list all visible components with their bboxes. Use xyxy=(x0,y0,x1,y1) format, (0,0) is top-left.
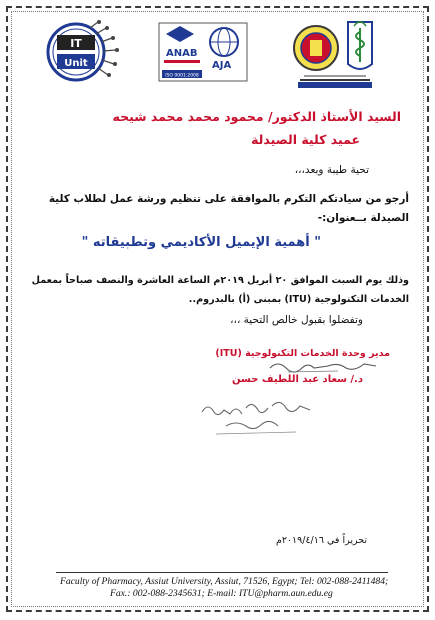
dean-approval-handwriting xyxy=(196,392,316,438)
footer-contact: Fax.: 002-088-2345631; E-mail: ITU@pharm.aun.edu.eg xyxy=(110,588,333,599)
issue-date: تحريراً في ٢٠١٩/٤/١٦م xyxy=(275,535,367,546)
page-inner-border xyxy=(11,11,424,607)
signatory-name: د./ سعاد عبد اللطيف حسن xyxy=(232,374,363,385)
university-pharmacy-logo xyxy=(290,14,380,94)
signatory-handwritten-signature xyxy=(268,356,378,376)
signatory-title: مدير وحدة الخدمات التكنولوجية (ITU) xyxy=(215,348,390,359)
footer-address: Faculty of Pharmacy, Assiut University, Assiut, 71526, Egypt; Tel: 002-088-2411484; xyxy=(60,576,389,587)
svg-text:AJA: AJA xyxy=(212,60,232,71)
greeting: تحية طيبة وبعد،،، xyxy=(294,164,369,176)
schedule-line-2: الخدمات التكنولوجية (ITU) بمبنى (أ) بالبدروم.. xyxy=(188,294,409,305)
svg-text:ANAB: ANAB xyxy=(166,48,198,59)
addressee-line: السيد الأستاذ الدكتور/ محمود محمد محمد شيحه xyxy=(112,109,401,124)
closing-line: وتفضلوا بقبول خالص التحية ،،، xyxy=(230,314,363,326)
footer-divider xyxy=(56,572,388,573)
dean-title: عميد كلية الصيدلة xyxy=(251,132,360,147)
anab-aja-logo xyxy=(158,22,248,82)
it-unit-logo xyxy=(46,20,126,84)
schedule-line-1: وذلك يوم السبت الموافق ٢٠ أبريل ٢٠١٩م الساعة العاشرة والنصف صباحاً بمعمل xyxy=(31,275,409,286)
svg-text:Unit: Unit xyxy=(64,58,88,69)
request-line-1: أرجو من سيادتكم التكرم بالموافقة على تنظيم ورشة عمل لطلاب كلية xyxy=(48,193,409,205)
svg-text:ISO 9001:2008: ISO 9001:2008 xyxy=(165,73,199,79)
workshop-topic: " أهمية الإيميل الأكاديمي وتطبيقاته " xyxy=(81,235,321,250)
svg-text:IT: IT xyxy=(70,37,82,50)
request-line-2: الصيدلة بــعنوان:- xyxy=(317,212,409,224)
